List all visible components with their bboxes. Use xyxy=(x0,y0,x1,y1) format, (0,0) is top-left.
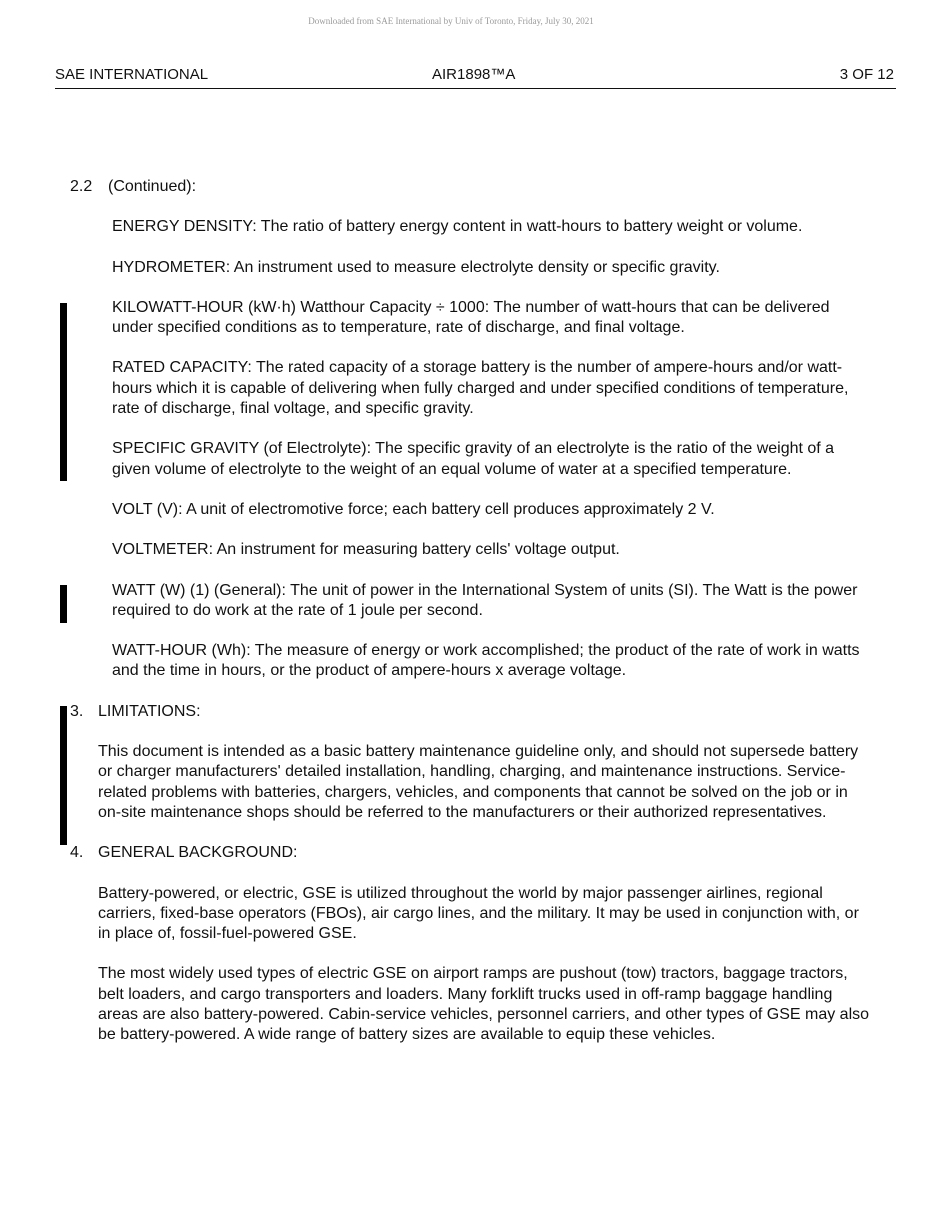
definition-specific-gravity: SPECIFIC GRAVITY (of Electrolyte): The specific gravity of an electrolyte is the ratio of the weight of a given volume of electrolyte to the weight of an equal volume of water at a specified temperature. xyxy=(112,440,835,478)
definition-volt: VOLT (V): A unit of electromotive force; each battery cell produces approximately 2 V. xyxy=(112,500,715,518)
section-title: GENERAL BACKGROUND: xyxy=(98,844,298,862)
page-number: 3 OF 12 xyxy=(839,66,894,83)
download-watermark: Downloaded from SAE International by Univ of Toronto, Friday, July 30, 2021 xyxy=(308,16,594,26)
definition-voltmeter: VOLTMETER: An instrument for measuring battery cells' voltage output. xyxy=(112,541,620,559)
document-body xyxy=(70,177,870,1066)
section-heading-4 xyxy=(70,843,870,863)
limitations-paragraph: This document is intended as a basic battery maintenance guideline only, and should not supersede battery or charger manufacturers' detailed installation, handling, charging, and maintenance instructions. Service-related problems with batteries, chargers, vehicles, and components that cannot be solved on the job or in on-site maintenance shops should be referred to the manufacturers or their authorized representatives. xyxy=(98,743,859,821)
change-bar xyxy=(60,303,67,481)
background-paragraph: The most widely used types of electric GSE on airport ramps are pushout (tow) tractors, baggage tractors, belt loaders, and cargo transporters and loaders. Many forklift trucks used in off-ramp baggage handling areas are also battery-powered. Cabin-service vehicles, personnel carriers, and other types of GSE may also be battery-powered. A wide range of battery sizes are available to equip these vehicles. xyxy=(98,965,870,1044)
change-bar xyxy=(60,706,67,845)
definition-energy-density: ENERGY DENSITY: The ratio of battery energy content in watt-hours to battery weight or volume. xyxy=(112,218,803,236)
definition-hydrometer: HYDROMETER: An instrument used to measure electrolyte density or specific gravity. xyxy=(112,258,720,276)
definition-watt-hour: WATT-HOUR (Wh): The measure of energy or work accomplished; the product of the rate of work in watts and the time in hours, or the product of ampere-hours x average voltage. xyxy=(112,642,860,680)
publisher-name: SAE INTERNATIONAL xyxy=(55,66,209,83)
section-heading-3 xyxy=(70,702,870,722)
section-number: 3. xyxy=(70,702,84,720)
change-bar xyxy=(60,585,67,623)
section-number: 2.2 xyxy=(70,178,93,195)
section-title: (Continued): xyxy=(108,178,197,195)
background-paragraph: Battery-powered, or electric, GSE is utilized throughout the world by major passenger airlines, regional carriers, fixed-base operators (FBOs), air cargo lines, and the military. It may be used in conjunction with, or in place of, fossil-fuel-powered GSE. xyxy=(98,884,859,943)
section-number: 4. xyxy=(70,844,84,862)
definition-watt: WATT (W) (1) (General): The unit of power in the International System of units (SI). The Watt is the power required to do work at the rate of 1 joule per second. xyxy=(112,581,858,619)
running-header xyxy=(55,66,896,89)
definition-rated-capacity: RATED CAPACITY: The rated capacity of a storage battery is the number of ampere-hours and/or watt-hours which it is capable of delivering when fully charged and under specified conditions of temperature, rate of discharge, final voltage, and specific gravity. xyxy=(112,359,849,418)
section-title: LIMITATIONS: xyxy=(98,702,201,720)
document-number: AIR1898™A xyxy=(432,66,516,83)
section-heading-2-2 xyxy=(70,177,870,197)
definition-kilowatt-hour: KILOWATT-HOUR (kW·h) Watthour Capacity ÷ 1000: The number of watt-hours that can be delivered under specified conditions as to temperature, rate of discharge, and final voltage. xyxy=(112,298,830,337)
